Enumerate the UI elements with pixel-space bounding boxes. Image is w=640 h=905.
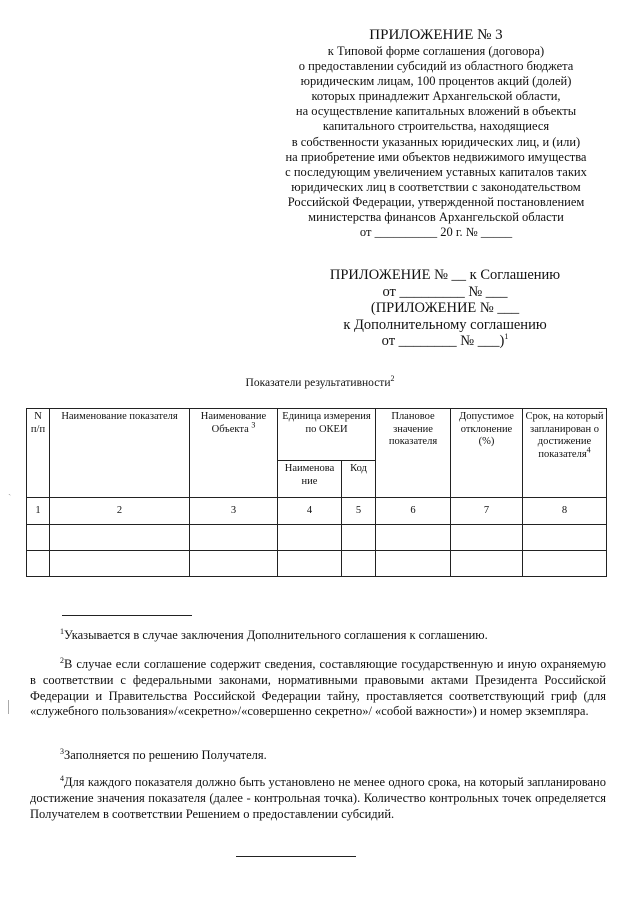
header-line: которых принадлежит Архангельской области,	[311, 89, 561, 104]
table-row	[27, 525, 607, 551]
annex-line: к Дополнительному соглашению	[343, 316, 547, 333]
annex-line: (ПРИЛОЖЕНИЕ № ___	[370, 300, 520, 317]
scan-mark	[8, 700, 9, 714]
header-line: на осуществление капитальных вложений в объекты	[295, 104, 577, 119]
header-line: на приобретение ими объектов недвижимого имущества	[285, 149, 587, 164]
header-line: с последующим увеличением уставных капиталов таких	[285, 164, 587, 179]
header-line: Российской Федерации, утвержденной постановлением	[287, 194, 585, 209]
agreement-annex	[290, 267, 600, 350]
annex-line: ПРИЛОЖЕНИЕ № __ к Соглашению	[329, 267, 561, 283]
header-line: в собственности указанных юридических лиц, и (или)	[291, 134, 581, 149]
header-unit-code: Код	[342, 461, 376, 498]
header-line: капитального строительства, находящиеся	[322, 119, 550, 134]
table-cell	[50, 525, 190, 551]
scan-mark: ˎ	[8, 485, 12, 496]
header-deadline	[523, 409, 607, 498]
table-cell	[190, 551, 278, 577]
footnote-marker: 4	[60, 773, 64, 783]
table-cell	[376, 551, 451, 577]
column-number: 8	[523, 498, 607, 525]
header-line: министерства финансов Архангельской области	[308, 210, 564, 225]
table-cell	[278, 551, 342, 577]
table-cell	[190, 525, 278, 551]
footnote-marker: 3	[60, 746, 64, 756]
annex-line: от _________ № ___	[382, 283, 508, 300]
table-cell	[451, 551, 523, 577]
header-planned: Плановое значение показателя	[376, 409, 451, 498]
footnote-2	[30, 657, 606, 720]
table-cell	[451, 525, 523, 551]
table-cell	[523, 551, 607, 577]
footnote-text: Для каждого показателя должно быть установлено не менее одного срока, на который запланировано достижение значения показателя (далее - контрольная точка). Количество контрольных точек определяется Получателем в соответствии Решением о предоставлении субсидий.	[30, 775, 606, 821]
header-line: к Типовой форме соглашения (договора)	[327, 44, 545, 58]
table-cell	[523, 525, 607, 551]
footnote-4	[30, 775, 606, 822]
footnote-3	[30, 748, 606, 764]
footnote-marker: 2	[60, 655, 64, 665]
header-line: от __________ 20 г. № _____	[359, 225, 513, 240]
table-cell	[342, 525, 376, 551]
header-line: о предоставлении субсидий из областного бюджета	[298, 59, 574, 74]
annex-line-text: от ________ № ___)	[381, 333, 505, 350]
footnote-text: В случае если соглашение содержит сведения, составляющие государственную и иную охраняемую в соответствии с федеральными законами, нормативными правовыми актами Президента Российской Федерации и Правительства Российской Федерации тайну, проставляется соответствующий гриф (для «служебного пользования»/«секретно»/«совершенно секретно»/ «собой важности») и номер экземпляра.	[30, 657, 606, 719]
header-unit: Единица измерения по ОКЕИ	[278, 409, 376, 461]
table-cell	[27, 525, 50, 551]
footnote-ref: 1	[504, 332, 509, 342]
column-number: 7	[451, 498, 523, 525]
footnote-ref: 2	[390, 374, 395, 384]
indicators-table	[26, 408, 607, 577]
footnote-marker: 1	[60, 626, 64, 636]
column-number: 2	[50, 498, 190, 525]
table-cell	[342, 551, 376, 577]
header-line: юридическим лицам, 100 процентов акций (долей)	[300, 74, 572, 89]
table-caption	[0, 374, 640, 389]
table-cell	[376, 525, 451, 551]
appendix-header	[260, 27, 612, 240]
header-indicator: Наименование показателя	[50, 409, 190, 498]
column-number: 1	[27, 498, 50, 525]
header-num: N п/п	[27, 409, 50, 498]
footnote-ref: 4	[586, 445, 591, 454]
footnote-separator	[62, 615, 192, 616]
header-deadline-text: Срок, на который запланирован о достижение показателя	[525, 411, 604, 460]
table-cell	[278, 525, 342, 551]
header-object	[190, 409, 278, 498]
table-row	[27, 551, 607, 577]
footnote-text: Заполняется по решению Получателя.	[64, 748, 267, 762]
column-number-row	[27, 498, 607, 525]
column-number: 6	[376, 498, 451, 525]
column-number: 5	[342, 498, 376, 525]
caption-text: Показатели результативности	[245, 377, 391, 389]
appendix-title: ПРИЛОЖЕНИЕ № 3	[369, 27, 503, 43]
table-cell	[27, 551, 50, 577]
header-line: юридических лиц в соответствии с законодательством	[291, 179, 581, 194]
footnote-text: Указывается в случае заключения Дополнительного соглашения к соглашению.	[64, 628, 488, 642]
table-cell	[50, 551, 190, 577]
table-header-row	[27, 409, 607, 461]
header-deviation: Допустимое отклонение (%)	[451, 409, 523, 498]
bottom-separator	[236, 856, 356, 857]
column-number: 4	[278, 498, 342, 525]
column-number: 3	[190, 498, 278, 525]
footnote-ref: 3	[251, 420, 256, 429]
header-object-text: Наименование Объекта	[200, 411, 267, 435]
annex-line	[290, 333, 600, 350]
header-unit-name: Наименова ние	[278, 461, 342, 498]
footnote-1	[30, 628, 606, 644]
